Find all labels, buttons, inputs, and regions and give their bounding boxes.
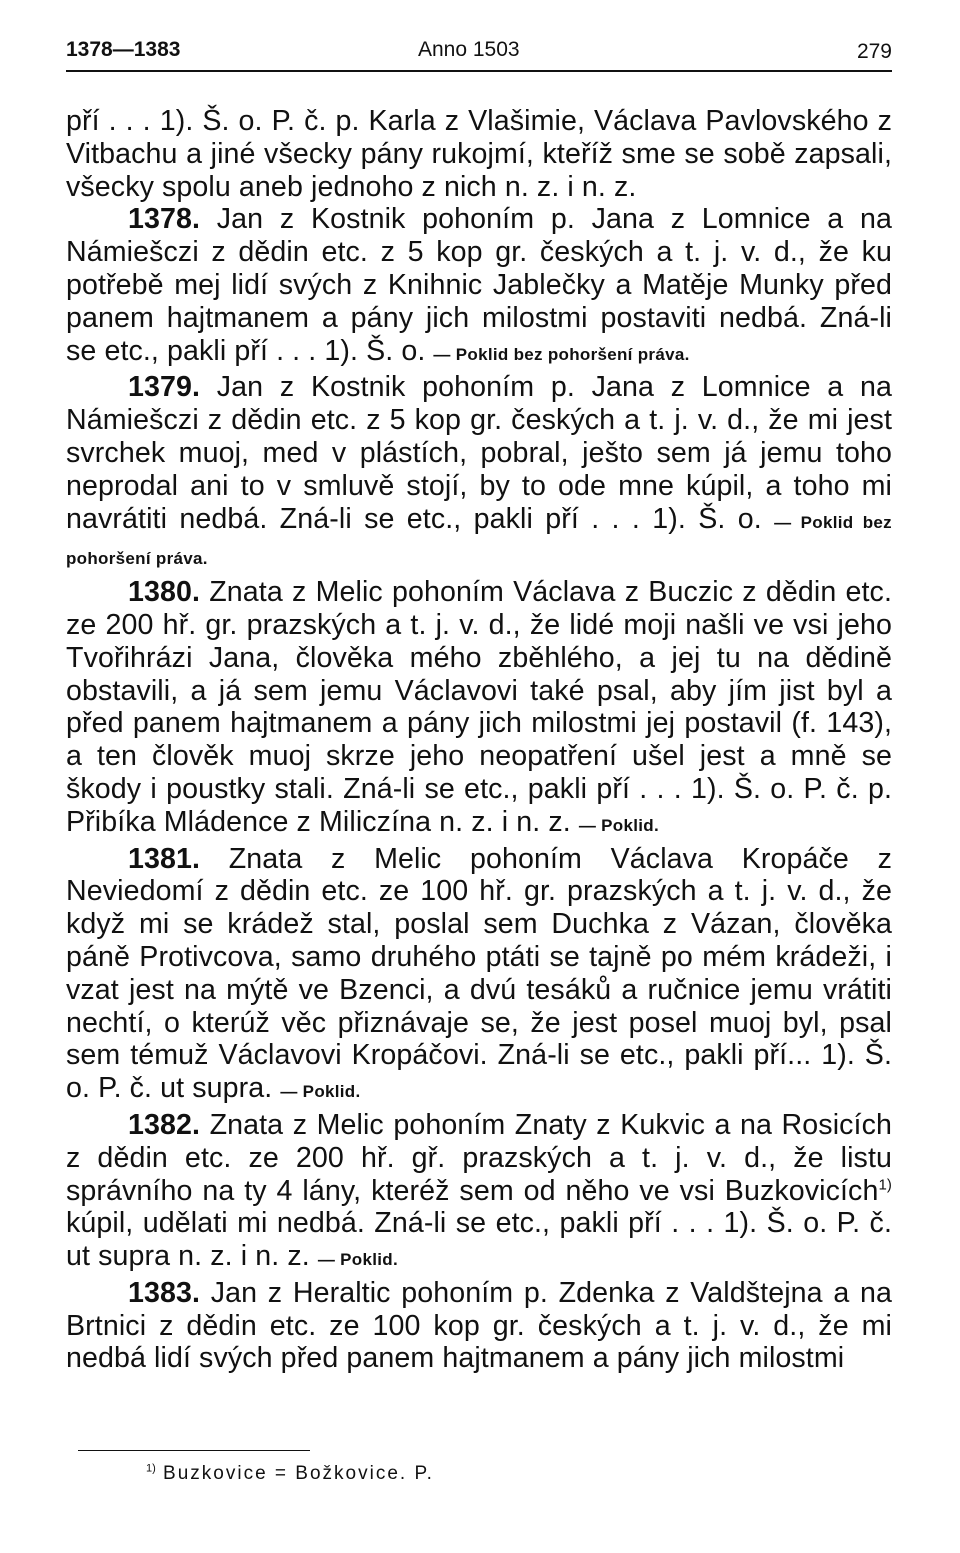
entry-1383 xyxy=(66,1277,892,1375)
entry-number: 1378. xyxy=(128,203,201,236)
page-number: 279 xyxy=(856,40,892,63)
entry-note: — Poklid. xyxy=(578,815,659,835)
entry-note: — Poklid bez pohoršení práva. xyxy=(66,512,892,569)
footnote-reference[interactable]: 1) xyxy=(878,1175,892,1193)
entry-number: 1381. xyxy=(128,842,201,875)
entry-1379 xyxy=(66,371,892,576)
entry-note: — Poklid. xyxy=(280,1082,361,1102)
entry-note: — Poklid bez pohoršení práva. xyxy=(433,344,690,364)
entry-text: Znata z Melic pohoním Václava z Buczic z dědin etc. ze 200 hř. gr. prazských a t. j. v. d., že lidé moji našli ve vsi jeho Tvořihrázi Jana, člověka mého zběhlého, a jej tu na dědině obstavili, a já sem jemu Václavovi také psal, aby jím jist byl a před panem hajtmanem a pány jich milostmi jej postavil (f. 143), a ten člověk muoj skrze jeho neopatření ušel jest a mně se škody i poustky stali. Zná-li se etc., pakli pří . . . 1). Š. o. P. č. p. Přibíka Mládence z Miliczína n. z. i n. z. xyxy=(66,576,892,838)
entry-text: Znata z Melic pohoním Václava Kropáče z Neviedomí z dědin etc. ze 100 hř. gr. prazských a t. j. v. d., že když mi se krádež stal, poslal sem Duchka z Vázan, člověka páně Protivcova, samo druhého ptáti se tajně po mém krádeži, i vzat jest na mýtě ve Bzenci, a dvú tesáků a ručnice jemu vrátiti nechtí, o kterúž věc přiznávaje se, že jest posel muoj byl, psal sem témuž Václavovi Kropáčovi. Zná-li se etc., pakli pří... 1). Š. o. P. č. ut supra. xyxy=(66,842,892,1105)
entry-text: Jan z Kostnik pohoním p. Jana z Lomnice a na Námiešczi z dědin etc. z 5 kop gr. českých a t. j. v. d., že ku potřebě mej lidí svých z Knihnic Jablečky a Matěje Munky před panem hajtmanem a pány jich milostmi postaviti nedbá. Zná-li se etc., pakli pří . . . 1). Š. o. xyxy=(66,203,892,367)
document-body xyxy=(66,105,892,1375)
entry-text: Jan z Kostnik pohoním p. Jana z Lomnice a na Námiešczi z dědin etc. z 5 kop gr. českých a t. j. v. d., že mi jest svrchek muoj, med v plástích, pobral, ješto sem já jemu toho neprodal ani to v smluvě stojí, by to ode mne kúpil, a toho mi navrátiti nedbá. Zná-li se etc., pakli pří . . . 1). Š. o. xyxy=(66,371,892,535)
footnote-mark: 1) xyxy=(146,1462,156,1475)
entry-number: 1380. xyxy=(128,576,201,609)
footnote xyxy=(146,1463,434,1485)
entry-1382 xyxy=(66,1109,892,1277)
footnote-divider xyxy=(78,1450,310,1451)
entry-1381 xyxy=(66,843,892,1109)
paragraph-text: pří . . . 1). Š. o. P. č. p. Karla z Vlašimie, Václava Pavlovského z Vitbachu a jiné všecky pány rukojmí, kteříž sme se sobě zapsali, všecky spolu aneb jednoho z nich n. z. i n. z. xyxy=(66,105,892,203)
footnote-text: Buzkovice = Božkovice. P. xyxy=(155,1463,434,1484)
entry-1380 xyxy=(66,576,892,842)
document-page xyxy=(66,30,892,1375)
entry-number: 1383. xyxy=(128,1276,201,1309)
entry-number: 1382. xyxy=(128,1108,201,1141)
entry-text: Znata z Melic pohoním Znaty z Kukvic a na Rosicích z dědin etc. ze 200 hř. gř. prazských a t. j. v. d., že listu správního na ty 4 lány, kteréž sem od něho ve vsi Buzkovicích xyxy=(66,1108,892,1207)
entry-number: 1379. xyxy=(128,371,201,404)
entry-range: 1378—1383 xyxy=(66,38,181,61)
paragraph-intro xyxy=(66,105,892,203)
entry-text: kúpil, udělati mi nedbá. Zná-li se etc., pakli pří . . . 1). Š. o. P. č. ut supra n. z. i n. z. xyxy=(66,1207,892,1273)
running-header xyxy=(66,30,892,72)
entry-note: — Poklid. xyxy=(317,1250,398,1270)
entry-1378 xyxy=(66,203,892,371)
header-title: Anno 1503 xyxy=(418,38,520,61)
entry-text: Jan z Heraltic pohoním p. Zdenka z Valdštejna a na Brtnici z dědin etc. ze 100 kop gr. českých a t. j. v. d., že mi nedbá lidí svých před panem hajtmanem a pány jich milostmi xyxy=(66,1276,892,1375)
